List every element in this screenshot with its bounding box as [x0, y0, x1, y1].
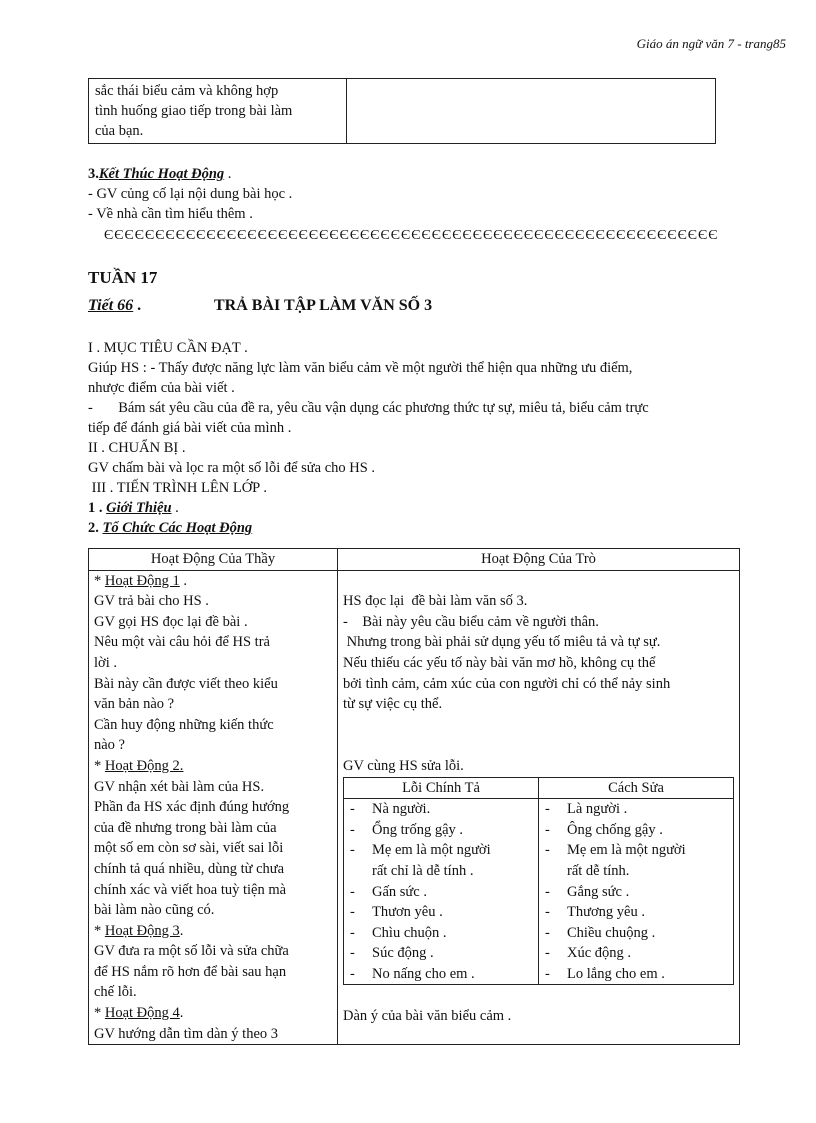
text-line: GV chấm bài và lọc ra một số lỗi để sửa cho HS .	[88, 460, 376, 476]
student-activities-cell	[338, 570, 740, 1045]
list-item: - No nấng cho em .	[350, 965, 475, 982]
fix-text: Thương yêu .	[567, 904, 645, 921]
spacer	[343, 735, 734, 756]
end-activity-title: Kết Thúc Hoạt Động	[98, 166, 225, 182]
text-line: của đề nhưng trong bài làm của	[94, 819, 277, 836]
continuation-right-cell	[347, 79, 716, 144]
list-item: - Súc động .	[350, 945, 434, 962]
fix-text: Ông chống gậy .	[567, 821, 663, 838]
fix-text: Mẹ em là một người	[567, 842, 686, 859]
activity-1-heading	[94, 571, 332, 592]
teacher-activities-cell	[89, 570, 338, 1045]
list-item: - Gắng sức .	[545, 883, 630, 900]
spacer	[343, 985, 734, 1006]
teacher-column-header: Hoạt Động Của Thầy	[89, 549, 338, 571]
intro-suffix: .	[171, 500, 179, 516]
intro-number: 1 .	[88, 500, 107, 516]
text-line: Bài này cần được viết theo kiểu	[94, 675, 278, 692]
text-line: chế lỗi.	[94, 984, 137, 1001]
text-line: - Về nhà cần tìm hiểu thêm .	[88, 206, 253, 222]
title-suffix: .	[179, 572, 188, 589]
text-line: từ sự việc cụ thể.	[343, 696, 443, 713]
text-line: Cần huy động những kiến thức	[94, 716, 274, 733]
list-item: - Ông chống gậy .	[545, 821, 663, 838]
text-line: chính tả quá nhiều, dùng từ chưa	[94, 860, 285, 877]
activity-3-heading	[94, 921, 332, 942]
running-header: Giáo án ngữ văn 7 - trang85	[636, 36, 786, 51]
text-line: tình huống giao tiếp trong bài làm	[95, 103, 293, 119]
text-line: tiếp để đánh giá bài viết của mình .	[88, 420, 292, 436]
title-suffix: .	[179, 1005, 184, 1022]
objectives-heading: I . MỤC TIÊU CẦN ĐẠT .	[88, 340, 248, 356]
week-heading: TUẦN 17	[88, 268, 158, 287]
lesson-label: Tiết 66	[88, 297, 134, 314]
spacer	[343, 715, 734, 736]
text-line: nào ?	[94, 737, 125, 754]
activity-4-heading	[94, 1003, 332, 1024]
list-item: - Thương yêu .	[545, 904, 645, 921]
list-item: - Là người .	[545, 801, 628, 818]
title-suffix: .	[179, 922, 184, 939]
list-item: - Mẹ em là một người	[545, 842, 686, 859]
text-line: GV trả bài cho HS .	[94, 593, 209, 610]
error-text: Mẹ em là một người	[372, 842, 491, 859]
text-line: bởi tình cảm, cảm xúc của con người chỉ có thể nảy sinh	[343, 675, 671, 692]
student-column-header: Hoạt Động Của Trò	[338, 549, 740, 571]
text-line: lời .	[94, 654, 117, 671]
text-line: - Bài này yêu cầu biểu cảm về người thân.	[343, 613, 599, 630]
intro-title: Giới Thiệu	[106, 500, 172, 516]
fix-text: Chiều chuộng .	[567, 924, 656, 941]
spelling-errors-table	[343, 777, 734, 986]
text-line: bài làm nào cũng có.	[94, 902, 215, 919]
bullet-star: *	[94, 757, 105, 774]
fixes-list-cell	[539, 799, 734, 985]
spacer	[343, 571, 734, 592]
text-line: văn bản nào ?	[94, 696, 175, 713]
fix-text: rất dễ tính.	[567, 862, 630, 879]
list-item: - Xúc động .	[545, 945, 632, 962]
text-line: của bạn.	[95, 123, 144, 139]
text-line: - GV củng cố lại nội dung bài học .	[88, 186, 293, 202]
preparation-heading: II . CHUẨN BỊ .	[88, 440, 186, 456]
text-line: Phần đa HS xác định đúng hướng	[94, 799, 290, 816]
end-activity-suffix: .	[224, 166, 232, 182]
lesson-title: TRẢ BÀI TẬP LÀM VĂN SỐ 3	[214, 297, 433, 314]
text-line: chính xác và viết hoa tuỳ tiện mà	[94, 881, 287, 898]
activity-1-title: Hoạt Động 1	[104, 572, 180, 589]
text-line: GV hướng dẫn tìm dàn ý theo 3	[94, 1025, 279, 1042]
list-item-continuation	[545, 861, 727, 882]
error-text: Nà người.	[372, 801, 431, 818]
text-line: GV gọi HS đọc lại đề bài .	[94, 613, 248, 630]
error-text: Ổng trống gậy .	[372, 821, 464, 838]
lesson-label-line	[88, 297, 141, 315]
list-item-continuation	[350, 861, 532, 882]
activity-4-title: Hoạt Động 4	[104, 1005, 180, 1022]
list-item: - Nà người.	[350, 801, 431, 818]
bullet-star: *	[94, 922, 105, 939]
end-activity-heading	[88, 164, 292, 184]
text-line: để HS nắm rõ hơn để bài sau hạn	[94, 963, 287, 980]
errors-column-header: Lỗi Chính Tả	[344, 777, 539, 799]
text-line: GV đưa ra một số lỗi và sửa chữa	[94, 943, 289, 960]
text-line: GV cùng HS sửa lỗi.	[343, 757, 464, 774]
organization-heading	[88, 518, 649, 538]
lesson-suffix: .	[133, 297, 142, 314]
end-activity-section	[88, 164, 292, 224]
text-line: Nhưng trong bài phải sử dụng yếu tố miêu tả và tự sự.	[343, 634, 661, 651]
error-text: Súc động .	[372, 945, 434, 962]
text-line: - Bám sát yêu cầu của đề ra, yêu cầu vận dụng các phương thức tự sự, miêu tả, biểu cảm trực	[88, 400, 649, 416]
intro-heading	[88, 498, 649, 518]
continuation-table	[88, 78, 716, 144]
errors-list-cell	[344, 799, 539, 985]
list-item: - Chiều chuộng .	[545, 924, 656, 941]
list-item: - Thươn yêu .	[350, 904, 443, 921]
text-line: GV nhận xét bài làm của HS.	[94, 778, 265, 795]
text-line: Nếu thiếu các yếu tố này bài văn mơ hồ, không cụ thể	[343, 654, 656, 671]
list-item: - Chìu chuộn .	[350, 924, 447, 941]
error-text: No nấng cho em .	[372, 965, 475, 982]
text-line: một số em còn sơ sài, viết sai lỗi	[94, 840, 284, 857]
organization-number: 2.	[88, 520, 103, 536]
activity-2-heading	[94, 756, 332, 777]
activity-3-title: Hoạt Động 3	[104, 922, 180, 939]
continuation-left-cell	[89, 79, 347, 144]
error-text: Chìu chuộn .	[372, 924, 447, 941]
ornamental-divider: ЄЄЄЄЄЄЄЄЄЄЄЄЄЄЄЄЄЄЄЄЄЄЄЄЄЄЄЄЄЄЄЄЄЄЄЄЄЄЄЄЄЄЄЄЄЄЄЄЄЄЄЄЄЄЄЄЄЄЄЄ	[104, 228, 719, 243]
text-line: sắc thái biểu cảm và không hợp	[95, 83, 279, 99]
list-item: - Gấn sức .	[350, 883, 427, 900]
fix-text: Là người .	[567, 801, 628, 818]
activities-table	[88, 548, 740, 1045]
text-line: Nêu một vài câu hỏi để HS trả	[94, 634, 270, 651]
error-text: Gấn sức .	[372, 883, 427, 900]
error-text: rất chỉ là dễ tính .	[372, 862, 474, 879]
fixes-column-header: Cách Sửa	[539, 777, 734, 799]
text-line: nhược điểm của bài viết .	[88, 380, 235, 396]
fix-text: Lo lắng cho em .	[567, 965, 665, 982]
objectives-section	[88, 338, 649, 538]
list-item: - Ổng trống gậy .	[350, 821, 464, 838]
text-line: Dàn ý của bài văn biểu cảm .	[343, 1008, 512, 1025]
text-line: Giúp HS : - Thấy được năng lực làm văn biểu cảm về một người thể hiện qua những ưu điểm,	[88, 360, 633, 376]
fix-text: Xúc động .	[567, 945, 632, 962]
fix-text: Gắng sức .	[567, 883, 630, 900]
organization-title: Tổ Chức Các Hoạt Động	[102, 520, 253, 536]
text-line: HS đọc lại đề bài làm văn số 3.	[343, 593, 528, 610]
process-heading: III . TIẾN TRÌNH LÊN LỚP .	[88, 480, 267, 496]
list-item: - Mẹ em là một người	[350, 842, 491, 859]
error-text: Thươn yêu .	[372, 904, 443, 921]
bullet-star: *	[94, 572, 105, 589]
bullet-star: *	[94, 1005, 105, 1022]
activity-2-title: Hoạt Động 2.	[104, 757, 184, 774]
list-item: - Lo lắng cho em .	[545, 965, 665, 982]
end-activity-number: 3.	[88, 166, 99, 182]
